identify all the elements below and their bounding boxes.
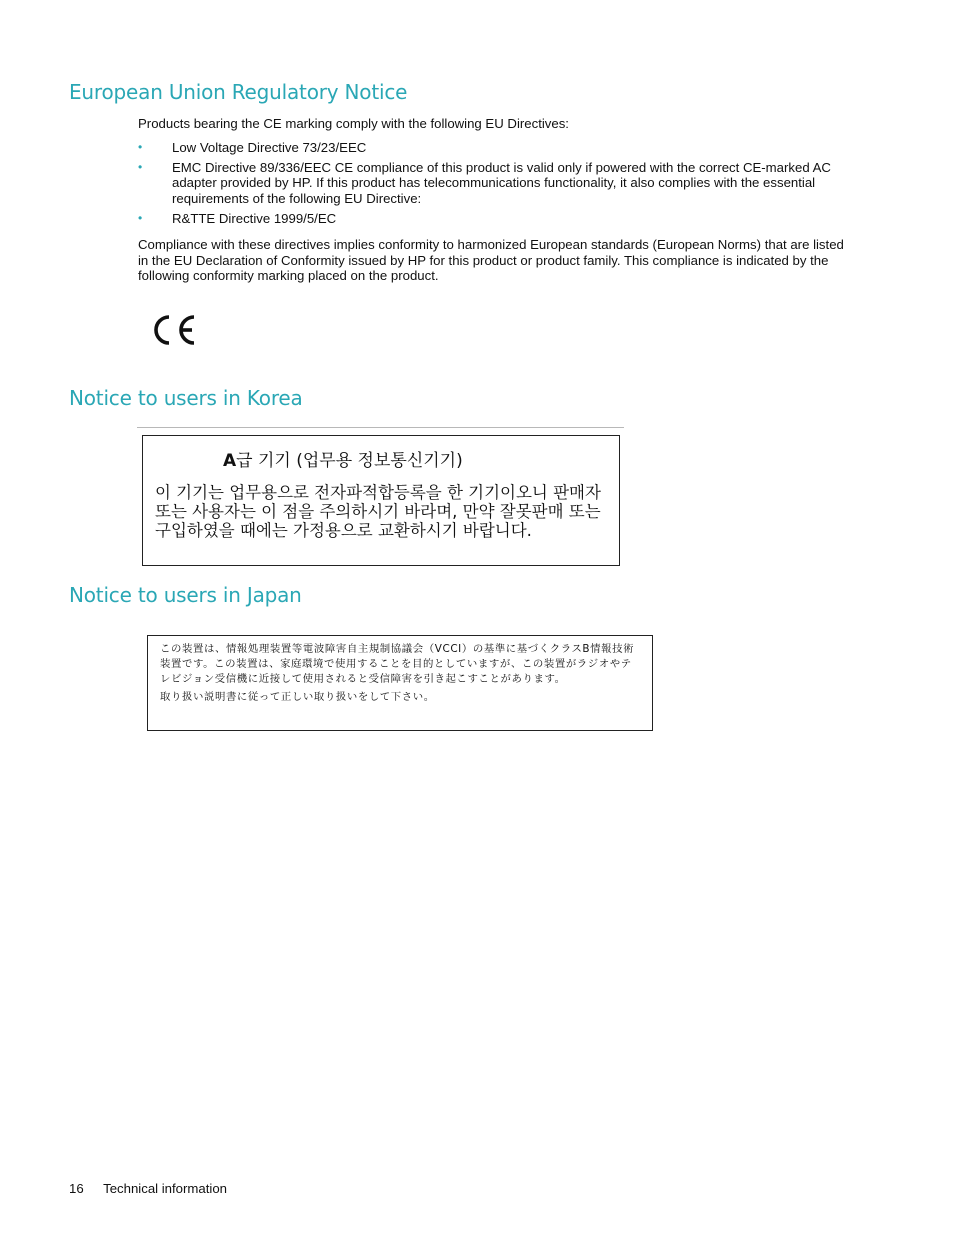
eu-compliance-text: Compliance with these directives implies conformity to harmonized European standards (European Norms) that are listed in the EU Declaration of Conformity issued by HP for this product or product family. This compliance is indicated by the following conformity marking placed on the product.	[138, 237, 844, 284]
eu-heading: European Union Regulatory Notice	[69, 80, 408, 104]
japan-heading: Notice to users in Japan	[69, 583, 302, 607]
bullet-icon: •	[138, 211, 143, 226]
list-item	[138, 140, 850, 156]
japan-notice-box	[147, 635, 653, 731]
page-footer	[69, 1181, 227, 1196]
list-item-text: EMC Directive 89/336/EEC CE compliance of this product is valid only if powered with the correct CE-marked AC adapter provided by HP. If this product has telecommunications functionality, it also complies with the essential requirements of the following EU Directive:	[172, 159, 831, 206]
list-item-text: R&TTE Directive 1999/5/EC	[172, 211, 337, 227]
eu-directive-list	[138, 140, 850, 227]
eu-intro: Products bearing the CE marking comply with the following EU Directives:	[138, 116, 569, 131]
list-item	[138, 160, 850, 207]
bullet-icon: •	[138, 159, 143, 174]
footer-section-title: Technical information	[103, 1181, 227, 1196]
japan-notice-line1: この装置は、情報処理装置等電波障害自主規制協議会（VCCI）の基準に基づくクラスB情報技術装置です。この装置は、家庭環境で使用することを目的としていますが、この装置がラジオやテレビジョン受信機に近接して使用されると受信障害を引き起こすことがあります。	[160, 643, 635, 685]
korea-heading: Notice to users in Korea	[69, 386, 303, 410]
divider	[137, 427, 624, 428]
ce-mark-icon	[150, 311, 198, 349]
japan-notice-line2: 取り扱い説明書に従って正しい取り扱いをして下さい。	[160, 691, 435, 703]
list-item-text: Low Voltage Directive 73/23/EEC	[172, 140, 367, 155]
korea-notice-title: A급 기기 (업무용 정보통신기기)	[223, 451, 463, 471]
korea-notice-body: 이 기기는 업무용으로 전자파적합등록을 한 기기이오니 판매자 또는 사용자는 이 점을 주의하시기 바라며, 만약 잘못판매 또는 구입하였을 때에는 가정용으로 교환하시기 바랍니다.	[155, 483, 601, 540]
bullet-icon: •	[138, 140, 143, 154]
page-number: 16	[69, 1181, 84, 1196]
korea-notice-box	[142, 435, 620, 566]
list-item	[138, 211, 850, 227]
